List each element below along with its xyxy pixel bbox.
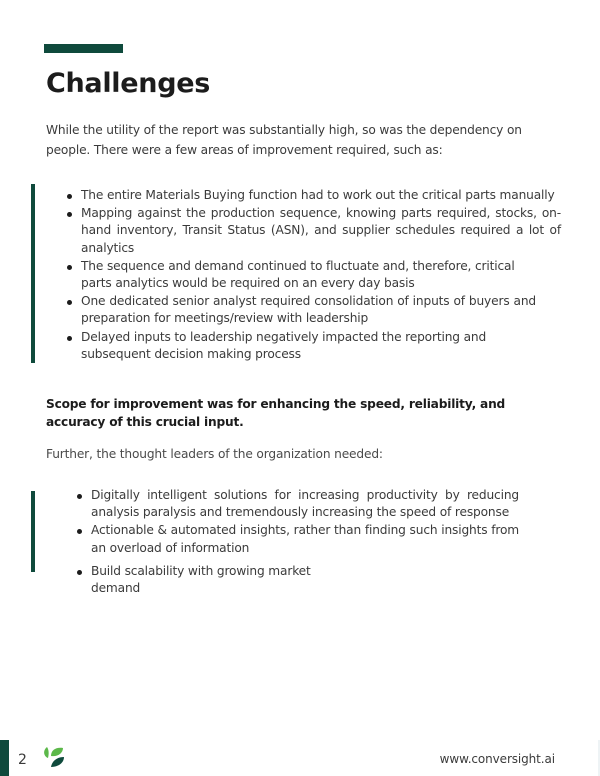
title-accent-bar	[44, 44, 123, 53]
scope-statement: Scope for improvement was for enhancing the speed, reliability, and accuracy of this crucial input.	[46, 397, 506, 429]
list-item: Build scalability with growing market demand	[91, 563, 341, 597]
website-link[interactable]: www.conversight.ai	[439, 752, 555, 766]
list-item: The sequence and demand continued to fluctuate and, therefore, critical parts analytics would be required on an every day basis	[81, 258, 536, 292]
list-item: Digitally intelligent solutions for increasing productivity by reducing analysis paralysis and tremendously increasing the speed of response	[91, 487, 519, 521]
list-item: One dedicated senior analyst required consolidation of inputs of buyers and preparation for meetings/review with leadership	[81, 293, 536, 327]
page-title: Challenges	[46, 68, 211, 99]
list-item: Delayed inputs to leadership negatively impacted the reporting and subsequent decision making process	[81, 329, 501, 363]
logo-leaf-right	[51, 748, 63, 756]
page-number: 2	[18, 752, 27, 768]
conversight-logo-icon	[42, 745, 66, 769]
list-item: The entire Materials Buying function had to work out the critical parts manually	[81, 187, 561, 204]
list-item: Actionable & automated insights, rather than finding such insights from an overload of information	[91, 522, 519, 556]
logo-leaf-dark	[51, 757, 64, 767]
intro-paragraph: While the utility of the report was substantially high, so was the dependency on people. There were a few areas of improvement required, such as:	[46, 123, 522, 157]
further-intro: Further, the thought leaders of the organization needed:	[46, 447, 383, 461]
needs-side-bar	[31, 491, 35, 572]
logo-leaf-left	[44, 747, 49, 758]
footer-accent-block	[0, 740, 9, 776]
challenges-list	[81, 187, 561, 364]
list-item: Mapping against the production sequence, knowing parts required, stocks, on-hand inventory, Transit Status (ASN), and supplier schedules required a lot of analytics	[81, 205, 561, 257]
needs-list	[91, 487, 519, 598]
challenges-side-bar	[31, 184, 35, 363]
